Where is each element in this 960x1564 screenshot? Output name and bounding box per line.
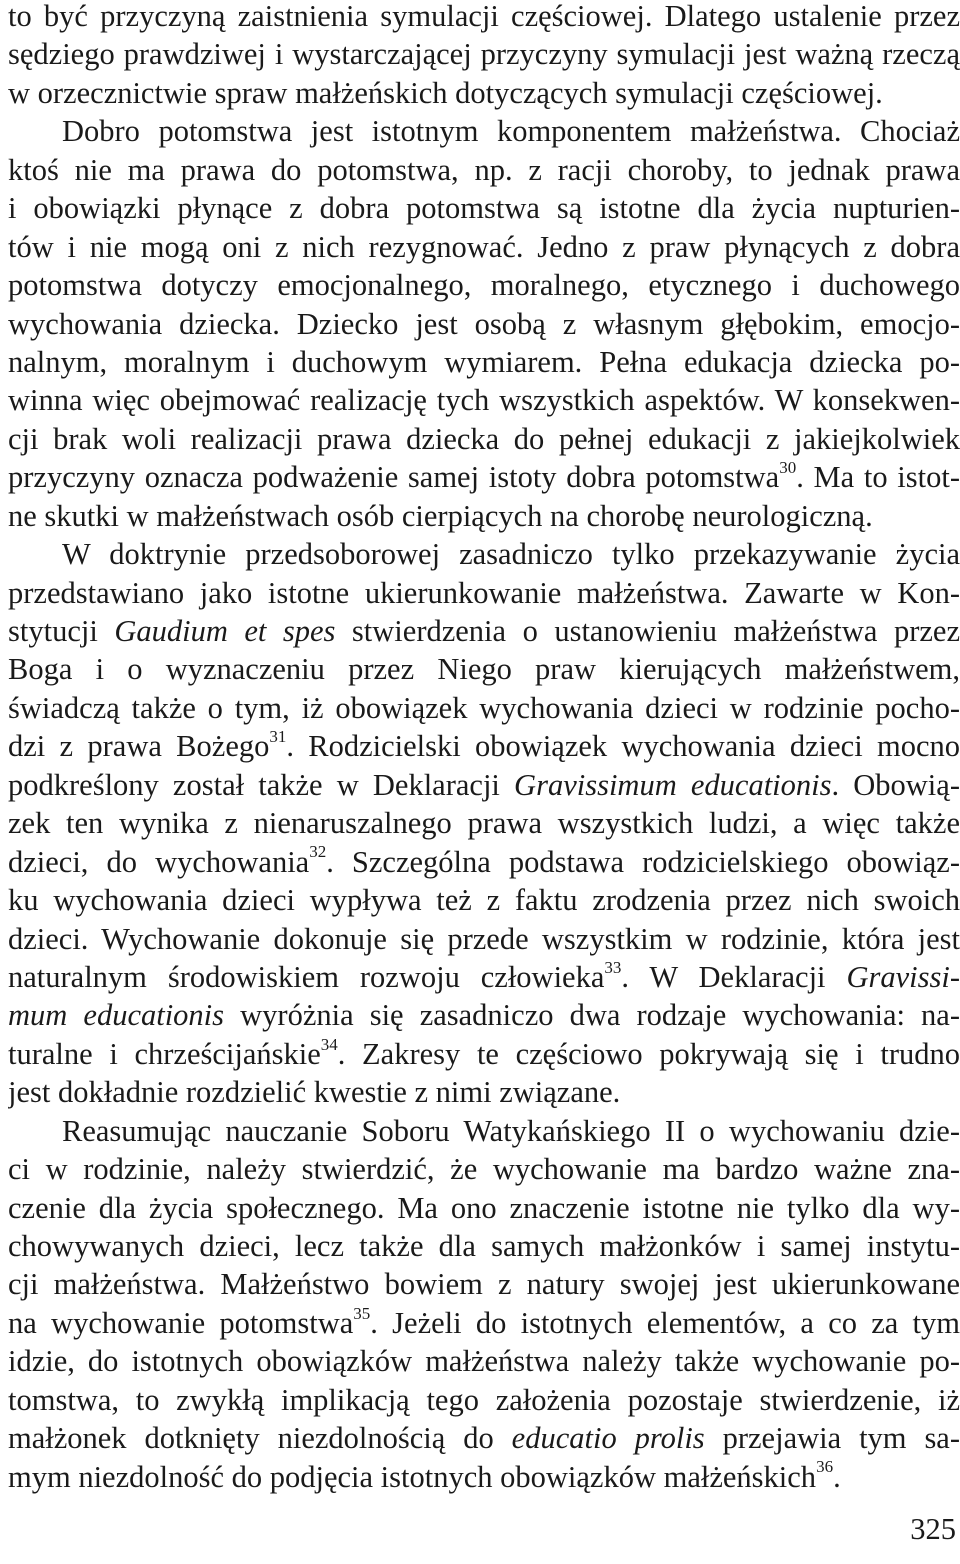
text-line xyxy=(8,1035,960,1073)
text-run: zek ten wynika z nienaruszalnego prawa wszystkich ludzi, a więc także xyxy=(8,806,960,841)
text-run: . Obowią- xyxy=(831,767,960,802)
text-run: przyczyny oznacza podważenie samej istoty dobra potomstwa xyxy=(8,460,780,495)
text-run: . W Deklaracji xyxy=(621,959,847,994)
text-line xyxy=(8,727,960,765)
italic-title: Gravissimum educationis xyxy=(514,767,832,802)
text-run: na wychowanie potomstwa xyxy=(8,1305,354,1340)
text-line xyxy=(8,996,960,1034)
text-run: idzie, do istotnych obowiązków małżeństwa należy także wychowanie po- xyxy=(8,1344,960,1379)
text-line xyxy=(8,1265,960,1303)
text-line xyxy=(8,804,960,842)
text-line xyxy=(8,497,960,535)
text-run: czenie dla życia społecznego. Ma ono znaczenie istotne nie tylko dla wy- xyxy=(8,1190,960,1225)
text-run: nalnym, moralnym i duchowym wymiarem. Pełna edukacja dziecka po- xyxy=(8,344,960,379)
text-run: przejawia tym sa- xyxy=(704,1421,960,1456)
text-line xyxy=(8,74,960,112)
text-run: mym niezdolność do podjęcia istotnych obowiązków małżeńskich xyxy=(8,1459,817,1494)
text-line xyxy=(8,1227,960,1265)
text-run: ci w rodzinie, należy stwierdzić, że wychowanie ma bardzo ważne zna- xyxy=(8,1152,960,1187)
text-line xyxy=(8,35,960,73)
text-run: wychowania dziecka. Dziecko jest osobą z własnym głębokim, emocjo- xyxy=(8,306,960,341)
text-line xyxy=(8,1150,960,1188)
text-run: tomstwa, to zwykłą implikacją tego założenia pozostaje stwierdzenie, iż xyxy=(8,1382,960,1417)
footnote-ref: 32 xyxy=(309,842,327,862)
text-line xyxy=(8,228,960,266)
page-number: 325 xyxy=(910,1512,956,1546)
italic-title: mum educationis xyxy=(8,998,225,1033)
text-run: tów i nie mogą oni z nich rezygnować. Jedno z praw płynących z dobra xyxy=(8,229,960,264)
text-run: stwierdzenia o ustanowieniu małżeństwa przez xyxy=(335,614,960,648)
document-page xyxy=(8,0,960,1496)
footnote-ref: 33 xyxy=(604,957,622,977)
text-run: . Ma to istot- xyxy=(796,460,960,495)
footnote-ref: 34 xyxy=(320,1034,338,1054)
text-line xyxy=(8,151,960,189)
text-line xyxy=(8,689,960,727)
italic-title: Gravissi- xyxy=(846,959,960,994)
text-run: świadczą także o tym, iż obowiązek wychowania dzieci w rodzinie pocho- xyxy=(8,690,960,725)
text-line xyxy=(8,766,960,804)
footnote-ref: 36 xyxy=(816,1457,834,1477)
text-run: małżonek dotknięty niezdolnością do xyxy=(8,1421,512,1456)
text-line xyxy=(8,343,960,381)
text-line xyxy=(8,1381,960,1419)
text-line xyxy=(8,574,960,612)
text-line xyxy=(8,266,960,304)
text-run: . xyxy=(833,1459,841,1494)
text-run: i obowiązki płynące z dobra potomstwa są istotne dla życia nupturien- xyxy=(8,191,960,226)
text-line xyxy=(8,189,960,227)
text-run: dzieci. Wychowanie dokonuje się przede wszystkim w rodzinie, która jest xyxy=(8,921,960,956)
text-line xyxy=(8,420,960,458)
text-run: turalne i chrześcijańskie xyxy=(8,1036,321,1071)
text-line xyxy=(8,535,960,573)
text-line xyxy=(8,881,960,919)
text-run: Dobro potomstwa jest istotnym komponentem małżeństwa. Chociaż xyxy=(62,114,960,149)
text-run: przedstawiano jako istotne ukierunkowanie małżeństwa. Zawarte w Kon- xyxy=(8,575,960,610)
text-run: chowywanych dzieci, lecz także dla samych małżonków i samej instytu- xyxy=(8,1229,960,1263)
text-line xyxy=(8,1112,960,1150)
text-run: potomstwa dotyczy emocjonalnego, moralnego, etycznego i duchowego xyxy=(8,268,960,303)
text-line xyxy=(8,612,960,650)
text-line xyxy=(8,958,960,996)
text-run: w orzecznictwie spraw małżeńskich dotyczących symulacji częściowej. xyxy=(8,75,883,110)
text-line xyxy=(8,1189,960,1227)
text-run: dzieci, do wychowania xyxy=(8,844,310,879)
text-run: stytucji xyxy=(8,614,115,648)
text-run: jest dokładnie rozdzielić kwestie z nimi związane. xyxy=(8,1075,621,1110)
text-line xyxy=(8,0,960,35)
text-run: winna więc obejmować realizację tych wszystkich aspektów. W konsekwen- xyxy=(8,383,960,418)
text-line xyxy=(8,112,960,150)
text-run: naturalnym środowiskiem rozwoju człowieka xyxy=(8,959,605,994)
text-line xyxy=(8,381,960,419)
text-line xyxy=(8,305,960,343)
text-run: ktoś nie ma prawa do potomstwa, np. z racji choroby, to jednak prawa xyxy=(8,152,960,187)
text-line xyxy=(8,650,960,688)
text-run: podkreślony został także w Deklaracji xyxy=(8,767,515,802)
text-line xyxy=(8,1073,960,1111)
text-run: . Rodzicielski obowiązek wychowania dzieci mocno xyxy=(286,729,960,764)
body-text xyxy=(8,0,960,1496)
text-run: sędziego prawdziwej i wystarczającej przyczyny symulacji jest ważną rzeczą xyxy=(8,37,960,72)
footnote-ref: 35 xyxy=(353,1303,371,1323)
text-run: Boga i o wyznaczeniu przez Niego praw kierujących małżeństwem, xyxy=(8,652,960,687)
footnote-ref: 30 xyxy=(779,458,797,478)
text-line xyxy=(8,843,960,881)
text-run: to być przyczyną zaistnienia symulacji częściowej. Dlatego ustalenie przez xyxy=(8,0,960,33)
text-run: cji brak woli realizacji prawa dziecka do pełnej edukacji z jakiejkolwiek xyxy=(8,421,960,456)
text-run: ne skutki w małżeństwach osób cierpiących na chorobę neurologiczną. xyxy=(8,498,873,533)
text-run: . Zakresy te częściowo pokrywają się i trudno xyxy=(337,1036,960,1071)
text-run: . Jeżeli do istotnych elementów, a co za tym xyxy=(370,1305,960,1340)
text-line xyxy=(8,1458,960,1496)
text-line xyxy=(8,920,960,958)
text-run: dzi z prawa Bożego xyxy=(8,729,270,764)
italic-title: Gaudium et spes xyxy=(114,614,336,648)
footnote-ref: 31 xyxy=(269,727,287,747)
text-run: W doktrynie przedsoborowej zasadniczo tylko przekazywanie życia xyxy=(62,537,960,572)
text-line xyxy=(8,1342,960,1380)
text-run: cji małżeństwa. Małżeństwo bowiem z natury swojej jest ukierunkowane xyxy=(8,1267,960,1302)
text-line xyxy=(8,1304,960,1342)
text-run: wyróżnia się zasadniczo dwa rodzaje wychowania: na- xyxy=(224,998,960,1033)
text-run: ku wychowania dzieci wypływa też z faktu zrodzenia przez nich swoich xyxy=(8,883,960,918)
text-line xyxy=(8,1419,960,1457)
text-run: . Szczególna podstawa rodzicielskiego obowiąz- xyxy=(326,844,960,879)
text-line xyxy=(8,458,960,496)
text-run: Reasumując nauczanie Soboru Watykańskiego II o wychowaniu dzie- xyxy=(62,1113,960,1148)
italic-title: educatio prolis xyxy=(511,1421,705,1456)
